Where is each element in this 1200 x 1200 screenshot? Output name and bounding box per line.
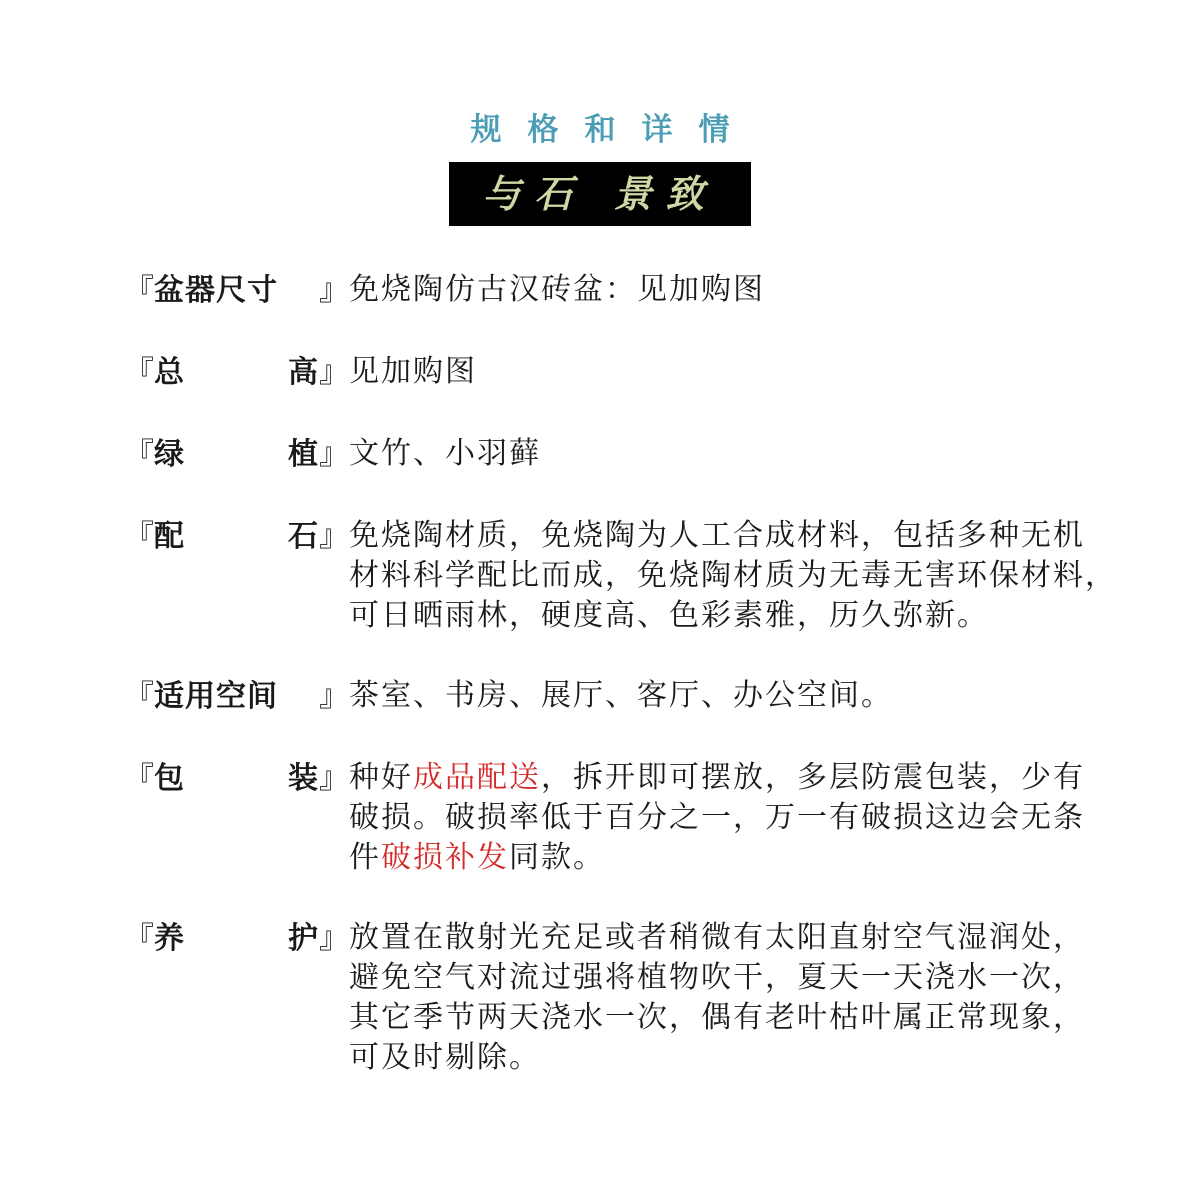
- page-title: 规格和详情: [470, 112, 756, 148]
- label-part: 包: [154, 761, 185, 796]
- spec-value: [349, 434, 1164, 474]
- spec-label-text: [154, 270, 319, 312]
- spec-value: [349, 270, 1164, 310]
- highlight-text: 破损补发: [381, 840, 509, 875]
- spec-value-line: 免烧陶仿古汉砖盆：见加购图: [349, 272, 765, 307]
- text-segment: 同款。: [509, 840, 605, 875]
- spec-row-stones: [124, 516, 1164, 636]
- label-part: 植: [288, 437, 319, 472]
- bracket-open: 『: [124, 679, 154, 714]
- spec-label-text: [154, 758, 319, 800]
- spec-row-plants: [124, 434, 1164, 476]
- spec-value-line: 避免空气对流过强将植物吹干，夏天一天浇水一次，: [349, 960, 1085, 995]
- spec-value-line: 可日晒雨林，硬度高、色彩素雅，历久弥新。: [349, 598, 989, 633]
- bracket-close: 』: [319, 437, 349, 472]
- label-part: 总: [154, 355, 185, 390]
- spec-value: [349, 758, 1164, 878]
- spec-list: [124, 270, 1164, 1078]
- bracket-open: 『: [124, 437, 154, 472]
- spec-value-line: [349, 758, 1164, 798]
- spec-row-total-height: [124, 352, 1164, 394]
- spec-value-line: 文竹、小羽藓: [349, 436, 541, 471]
- bracket-close: 』: [319, 273, 349, 308]
- bracket-open: 『: [124, 519, 154, 554]
- spec-value-line: 免烧陶材质，免烧陶为人工合成材料，包括多种无机: [349, 518, 1085, 553]
- spec-value-line: 材料科学配比而成，免烧陶材质为无毒无害环保材料，: [349, 558, 1117, 593]
- label-part: 高: [288, 355, 319, 390]
- label-part: 石: [288, 519, 319, 554]
- spec-row-care: [124, 918, 1164, 1078]
- spec-label-text: [154, 676, 319, 718]
- spec-label-text: [154, 352, 319, 394]
- spec-label-text: [154, 918, 319, 960]
- brand-name: 与石 景致: [482, 171, 718, 216]
- spec-value-line: 放置在散射光充足或者稍微有太阳直射空气湿润处，: [349, 920, 1085, 955]
- page-header: [0, 108, 1200, 226]
- spec-label: [124, 918, 349, 960]
- text-segment: 件: [349, 840, 381, 875]
- text-segment: 种好: [349, 760, 413, 795]
- label-part: 绿: [154, 437, 185, 472]
- bracket-open: 『: [124, 761, 154, 796]
- spec-label: [124, 434, 349, 476]
- spec-value: [349, 516, 1164, 636]
- highlight-text: 成品配送: [413, 760, 541, 795]
- spec-value-line: 其它季节两天浇水一次，偶有老叶枯叶属正常现象，: [349, 1000, 1085, 1035]
- spec-label: [124, 352, 349, 394]
- spec-value: [349, 352, 1164, 392]
- spec-label: [124, 676, 349, 718]
- label-part: 盆器尺寸: [154, 273, 278, 308]
- bracket-open: 『: [124, 273, 154, 308]
- spec-label-text: [154, 516, 319, 558]
- label-part: 配: [154, 519, 185, 554]
- bracket-close: 』: [319, 355, 349, 390]
- label-part: 装: [288, 761, 319, 796]
- label-part: 适用空间: [154, 679, 278, 714]
- spec-value: [349, 918, 1164, 1078]
- spec-row-pot-size: [124, 270, 1164, 312]
- bracket-close: 』: [319, 679, 349, 714]
- spec-label-text: [154, 434, 319, 476]
- text-segment: ，拆开即可摆放，多层防震包装，少有: [541, 760, 1085, 795]
- spec-value-line: 见加购图: [349, 354, 477, 389]
- bracket-close: 』: [319, 761, 349, 796]
- bracket-close: 』: [319, 519, 349, 554]
- spec-value: [349, 676, 1164, 716]
- spec-value-line: 可及时剔除。: [349, 1040, 541, 1075]
- spec-value-line: [349, 838, 1164, 878]
- spec-row-spaces: [124, 676, 1164, 718]
- label-part: 护: [288, 921, 319, 956]
- spec-label: [124, 516, 349, 558]
- brand-banner: [449, 162, 751, 226]
- spec-label: [124, 270, 349, 312]
- spec-row-packaging: [124, 758, 1164, 878]
- spec-value-line: 破损。破损率低于百分之一，万一有破损这边会无条: [349, 800, 1085, 835]
- bracket-open: 『: [124, 921, 154, 956]
- spec-value-line: 茶室、书房、展厅、客厅、办公空间。: [349, 678, 893, 713]
- bracket-open: 『: [124, 355, 154, 390]
- spec-label: [124, 758, 349, 800]
- bracket-close: 』: [319, 921, 349, 956]
- label-part: 养: [154, 921, 185, 956]
